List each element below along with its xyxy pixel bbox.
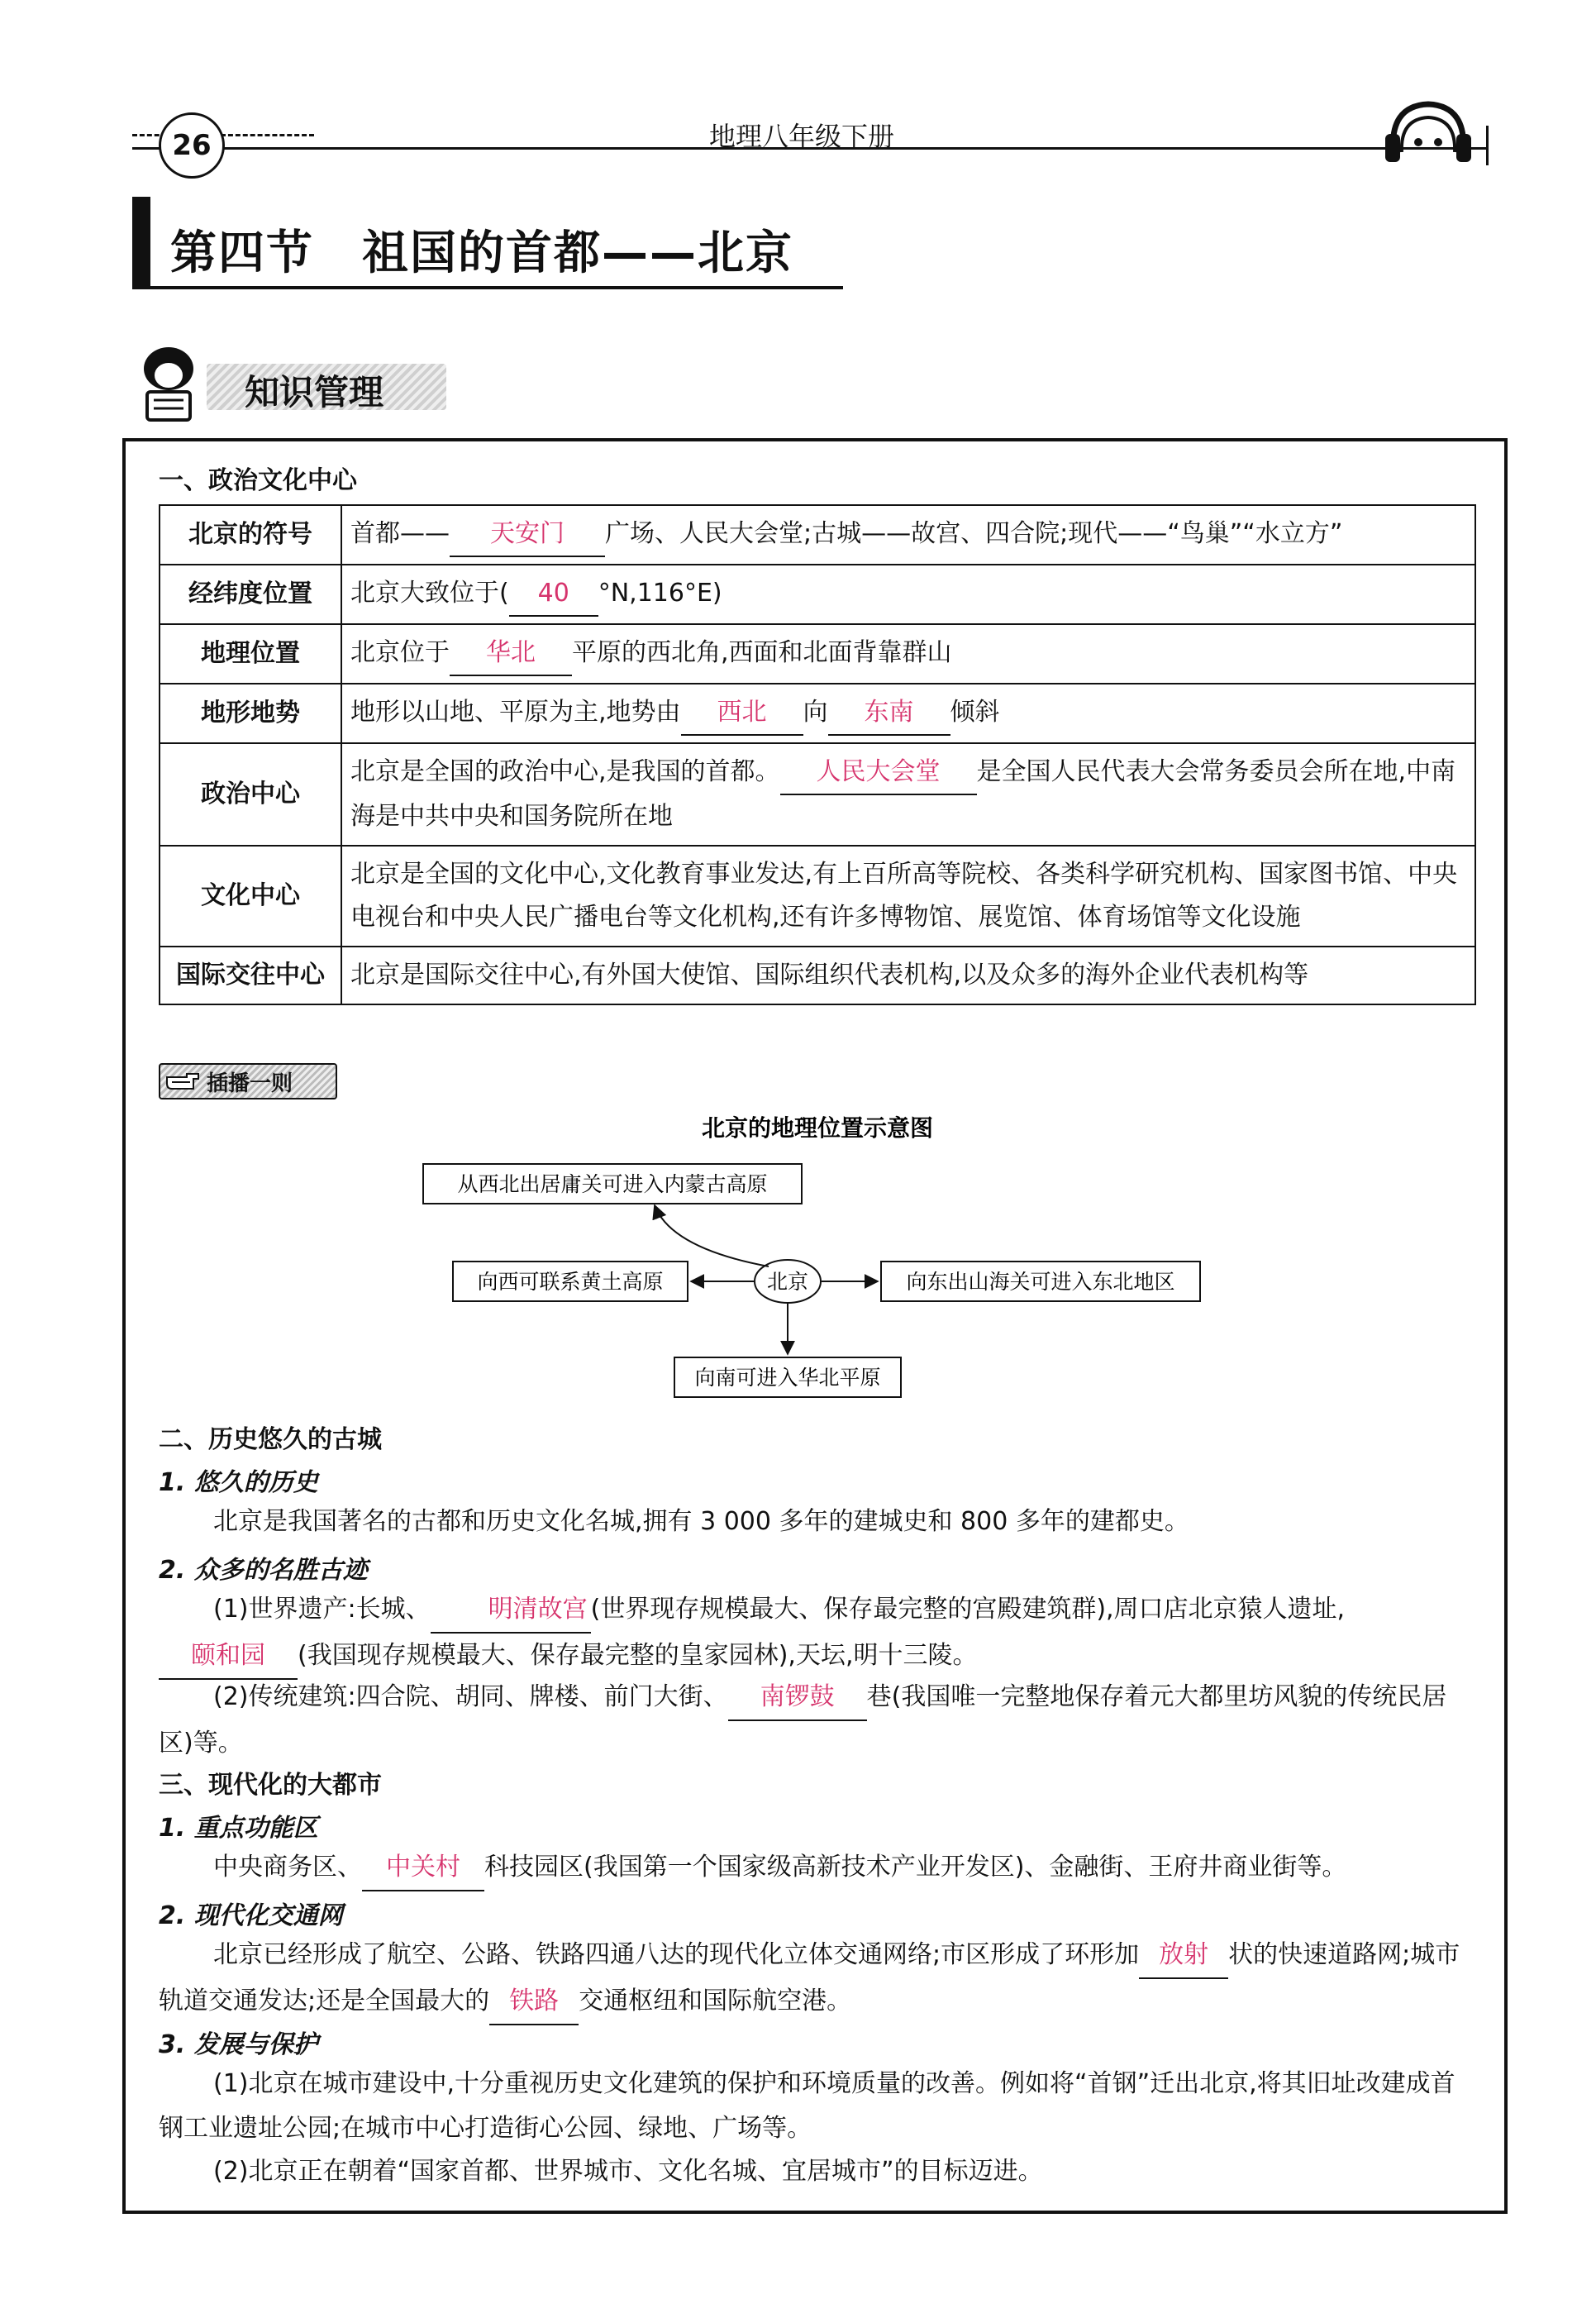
row-label: 国际交往中心 xyxy=(160,947,341,1004)
nw-label: 从西北出居庸关可进入内蒙古高原 xyxy=(457,1172,768,1196)
header-rule-end xyxy=(1486,126,1489,165)
part3-s1-text xyxy=(213,1845,1470,1891)
east-label: 向东出山海关可进入东北地区 xyxy=(906,1270,1175,1294)
text: 北京已经形成了航空、公路、铁路四通八达的现代化立体交通网络;市区形成了环形加 xyxy=(213,1940,1140,1969)
answer-blank: 40 xyxy=(509,572,598,617)
table-row xyxy=(160,846,1475,947)
section-underline xyxy=(132,286,843,289)
text: 北京是全国的政治中心,是我国的首都。 xyxy=(350,757,780,786)
part3-s3-p2: (2)北京正在朝着“国家首都、世界城市、文化名城、宜居城市”的目标迈进。 xyxy=(213,2157,1043,2186)
text: (我国现存规模最大、保存最完整的皇家园林),天坛,明十三陵。 xyxy=(298,1641,978,1670)
text: 向 xyxy=(803,698,828,727)
part2-sub2: 2. 众多的名胜古迹 xyxy=(159,1556,368,1585)
row-content xyxy=(341,743,1475,846)
text: (2)传统建筑:四合院、胡同、牌楼、前门大街、 xyxy=(213,1682,728,1711)
part2-s1-text: 北京是我国著名的古都和历史文化名城,拥有 3 000 多年的建城史和 800 多年的建都史。 xyxy=(213,1507,1189,1536)
answer-blank: 天安门 xyxy=(450,513,605,557)
row-content xyxy=(341,565,1475,624)
table-row xyxy=(160,743,1475,846)
row-label: 北京的符号 xyxy=(160,505,341,565)
part2-p2 xyxy=(159,1675,1476,1766)
text: 科技园区(我国第一个国家级高新技术产业开发区)、金融街、王府井商业街等。 xyxy=(484,1853,1347,1882)
answer-blank: 明清故宫 xyxy=(431,1587,591,1634)
row-content: 北京是全国的文化中心,文化教育事业发达,有上百所高等院校、各类科学研究机构、国家图书馆、中央电视台和中央人民广播电台等文化机构,还有许多博物馆、展览馆、体育场馆等文化设施 xyxy=(341,846,1475,947)
insert-tag xyxy=(159,1063,337,1099)
answer-blank: 东南 xyxy=(828,691,950,736)
table-row xyxy=(160,684,1475,743)
diagram-title: 北京的地理位置示意图 xyxy=(701,1114,934,1142)
section-bar xyxy=(132,197,150,288)
part3-sub1: 1. 重点功能区 xyxy=(159,1814,318,1843)
part2-p1 xyxy=(159,1587,1476,1680)
answer-blank: 华北 xyxy=(450,632,572,676)
part3-sub3: 3. 发展与保护 xyxy=(159,2030,318,2059)
text: 首都—— xyxy=(350,519,450,548)
text: 地形以山地、平原为主,地势由 xyxy=(350,698,681,727)
text: 倾斜 xyxy=(950,698,1000,727)
location-diagram xyxy=(159,1108,1476,1405)
pointing-hand-icon xyxy=(165,1071,202,1092)
book-title: 地理八年级下册 xyxy=(708,121,894,152)
part3-s3-p1: (1)北京在城市建设中,十分重视历史文化建筑的保护和环境质量的改善。例如将“首钢”迁出北京,将其旧址改建成首钢工业遗址公园;在城市中心打造街心公园、绿地、广场等。 xyxy=(159,2069,1455,2143)
row-content xyxy=(341,624,1475,684)
answer-blank: 中关村 xyxy=(362,1845,484,1891)
table-row xyxy=(160,565,1475,624)
row-label: 文化中心 xyxy=(160,846,341,947)
table-row xyxy=(160,505,1475,565)
center-label: 北京 xyxy=(766,1270,809,1294)
part3-sub2: 2. 现代化交通网 xyxy=(159,1901,343,1930)
text: 广场、人民大会堂;古城——故宫、四合院;现代——“鸟巢”“水立方” xyxy=(605,519,1343,548)
row-label: 地理位置 xyxy=(160,624,341,684)
table-row xyxy=(160,624,1475,684)
text: 北京大致位于( xyxy=(350,579,509,608)
answer-blank: 西北 xyxy=(681,691,803,736)
knowledge-table xyxy=(159,504,1476,1005)
row-content xyxy=(341,505,1475,565)
text: °N,116°E) xyxy=(598,579,722,608)
west-label: 向西可联系黄土高原 xyxy=(477,1270,664,1294)
knowledge-title: 知识管理 xyxy=(245,372,384,413)
answer-blank: 放射 xyxy=(1139,1933,1228,1979)
part1-heading: 一、政治文化中心 xyxy=(159,466,357,495)
row-label: 政治中心 xyxy=(160,743,341,846)
text: 平原的西北角,西面和北面背靠群山 xyxy=(572,638,952,667)
headphones-mascot-icon xyxy=(1382,98,1475,169)
text: 巷(我国唯一完整地保存着元大都里坊风貌的传统民居区)等。 xyxy=(159,1682,1447,1758)
section-title: 第四节 祖国的首都——北京 xyxy=(170,227,793,280)
text: 状的快速道路网;城市轨道交通发达;还是全国最大的 xyxy=(159,1940,1460,2015)
text: (1)世界遗产:长城、 xyxy=(213,1595,431,1624)
student-reading-icon xyxy=(132,346,202,422)
row-content: 北京是国际交往中心,有外国大使馆、国际组织代表机构,以及众多的海外企业代表机构等 xyxy=(341,947,1475,1004)
row-content xyxy=(341,684,1475,743)
text: (世界现存规模最大、保存最完整的宫殿建筑群),周口店北京猿人遗址, xyxy=(590,1595,1346,1624)
page-number: 26 xyxy=(159,112,225,179)
part3-heading: 三、现代化的大都市 xyxy=(159,1771,382,1800)
part2-sub1: 1. 悠久的历史 xyxy=(159,1468,318,1497)
text: 北京位于 xyxy=(350,638,450,667)
insert-label: 插播一则 xyxy=(207,1071,293,1096)
text: 交通枢纽和国际航空港。 xyxy=(579,1987,852,2015)
south-label: 向南可进入华北平原 xyxy=(694,1366,881,1390)
text: 是全国人民代表大会常务委员会所在地,中南海是中共中央和国务院所在地 xyxy=(350,757,1456,831)
row-label: 经纬度位置 xyxy=(160,565,341,624)
answer-blank: 南锣鼓 xyxy=(728,1675,867,1721)
answer-blank: 颐和园 xyxy=(159,1634,298,1680)
part3-s2-text xyxy=(159,1933,1476,2025)
answer-blank: 铁路 xyxy=(489,1979,579,2025)
arrow-nw xyxy=(655,1205,769,1266)
text: 中央商务区、 xyxy=(213,1853,362,1882)
table-row xyxy=(160,947,1475,1004)
answer-blank: 人民大会堂 xyxy=(780,751,977,795)
row-label: 地形地势 xyxy=(160,684,341,743)
part2-heading: 二、历史悠久的古城 xyxy=(159,1425,382,1454)
